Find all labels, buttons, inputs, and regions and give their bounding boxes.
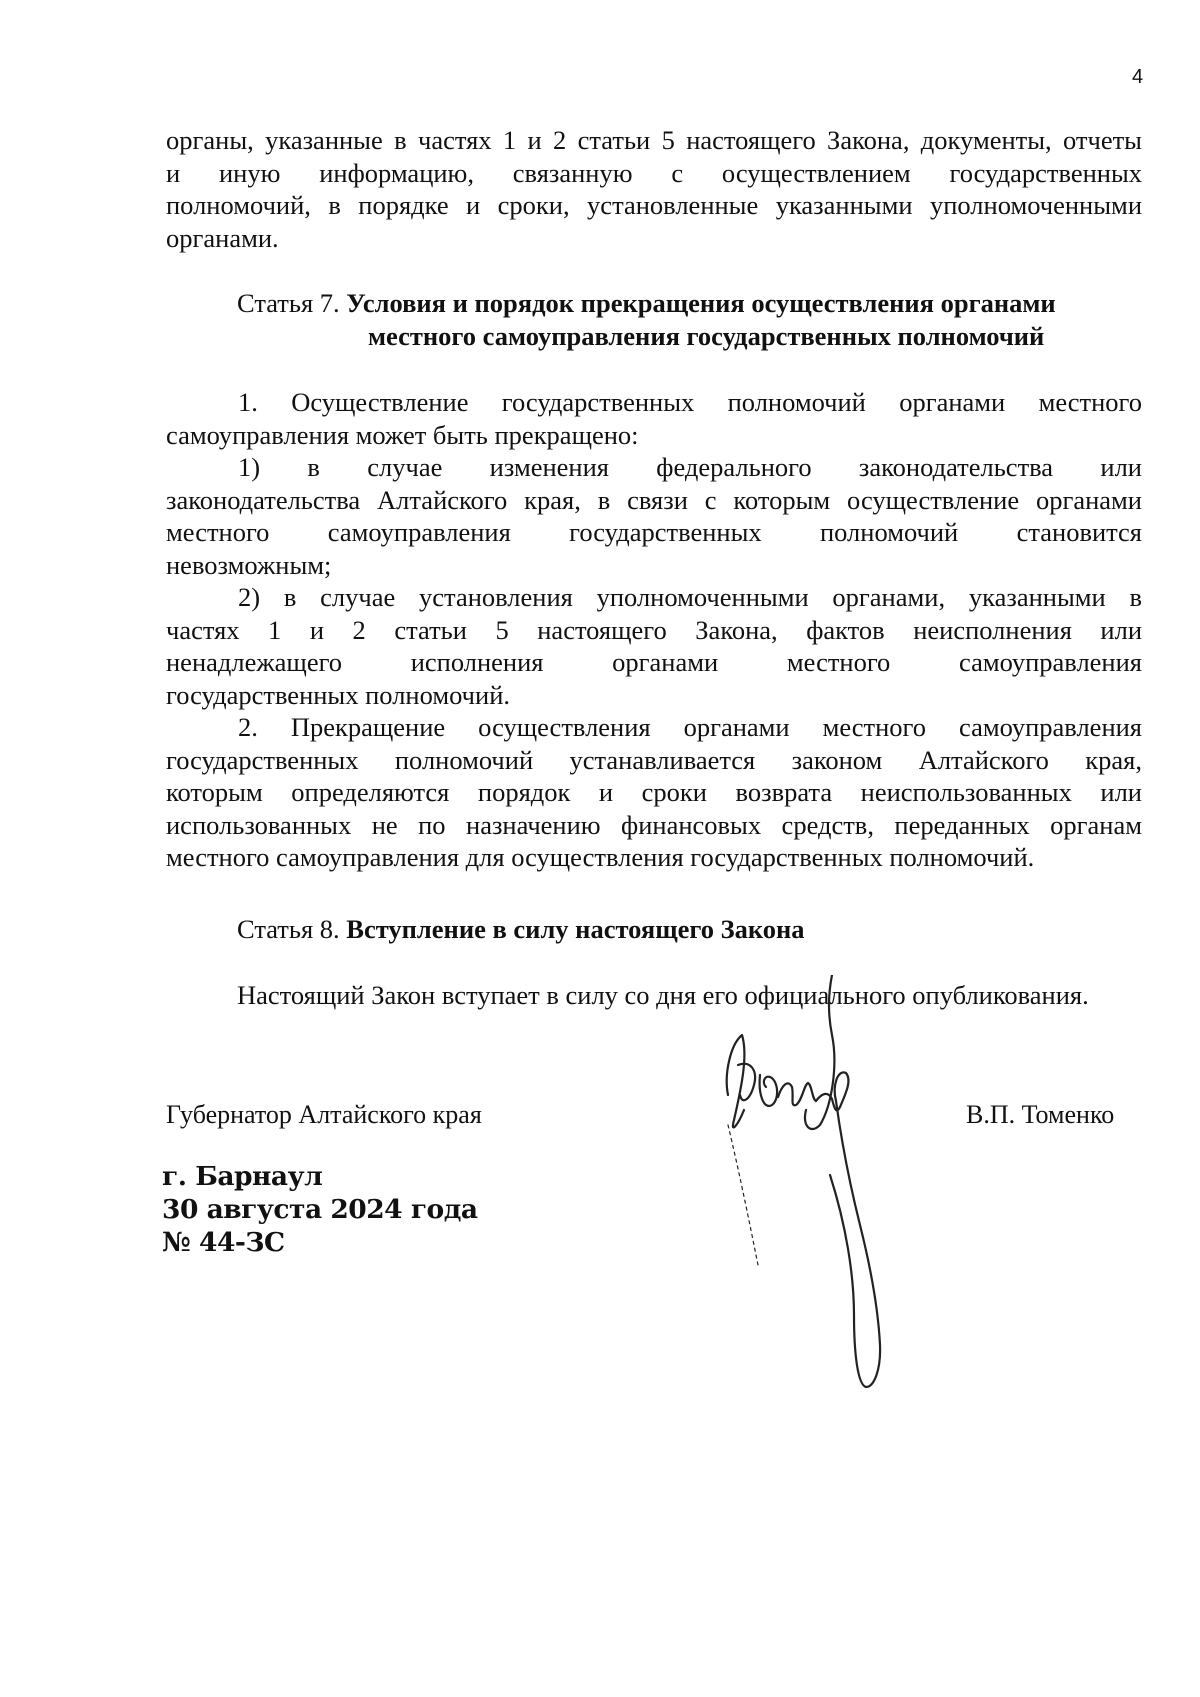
text-line: полномочий, в порядке и сроки, установленные указанными уполномоченными xyxy=(166,190,1142,220)
text-line: местного самоуправления государственных полномочий становится xyxy=(166,517,1142,547)
article-7-title-line1: Условия и порядок прекращения осуществления органами xyxy=(346,288,1056,318)
text-line: и иную информацию, связанную с осуществлением государственных xyxy=(166,157,1142,188)
text-line: частях 1 и 2 статьи 5 настоящего Закона, фактов неисполнения или xyxy=(166,614,1142,645)
text-line: местного самоуправления для осуществления государственных полномочий. xyxy=(166,842,1035,872)
intro-paragraph xyxy=(166,124,1142,254)
text-line: законодательства Алтайского края, в связи с которым осуществление органами xyxy=(166,484,1142,515)
text-line: которым определяются порядок и сроки возврата неиспользованных или xyxy=(166,777,1142,807)
law-number: № 44-ЗС xyxy=(162,1227,285,1258)
article-7-body xyxy=(166,386,1142,874)
article-8-title: Вступление в силу настоящего Закона xyxy=(346,914,805,944)
article-7-number: Статья 7. xyxy=(237,288,340,318)
place-date-block xyxy=(162,1160,478,1259)
text-line: 1) в случае изменения федерального законодательства или xyxy=(238,452,1142,482)
city: г. Барнаул xyxy=(162,1161,323,1192)
text-line: использованных не по назначению финансовых средств, переданных органам xyxy=(166,809,1142,840)
text-line: ненадлежащего исполнения органами местного самоуправления xyxy=(166,647,1142,677)
article-7-title-line2: местного самоуправления государственных полномочий xyxy=(368,321,1045,351)
article-7-heading-line2 xyxy=(368,320,1044,353)
handwritten-signature xyxy=(720,975,910,1395)
article-8-heading xyxy=(237,913,805,946)
text-line: 1. Осуществление государственных полномочий органами местного xyxy=(238,387,1142,417)
date: 30 августа 2024 года xyxy=(162,1194,478,1225)
signer-name: В.П. Томенко xyxy=(966,1100,1115,1129)
text-line: государственных полномочий устанавливается законом Алтайского края, xyxy=(166,744,1142,775)
text-line: невозможным; xyxy=(166,549,332,580)
page-number: 4 xyxy=(1132,66,1144,88)
text-line: Настоящий Закон вступает в силу со дня его официального опубликования. xyxy=(237,980,1089,1010)
article-8-body xyxy=(237,979,1142,1012)
text-line: государственных полномочий. xyxy=(166,679,510,710)
article-8-number: Статья 8. xyxy=(237,914,340,944)
text-line: 2) в случае установления уполномоченными органами, указанными в xyxy=(238,582,1142,612)
text-line: органы, указанные в частях 1 и 2 статьи 5 настоящего Закона, документы, отчеты xyxy=(166,125,1142,155)
signer-role: Губернатор Алтайского края xyxy=(166,1100,482,1129)
text-line: органами. xyxy=(166,222,279,253)
text-line: самоуправления может быть прекращено: xyxy=(166,419,639,450)
text-line: 2. Прекращение осуществления органами местного самоуправления xyxy=(238,712,1142,742)
article-7-heading xyxy=(237,287,1056,320)
